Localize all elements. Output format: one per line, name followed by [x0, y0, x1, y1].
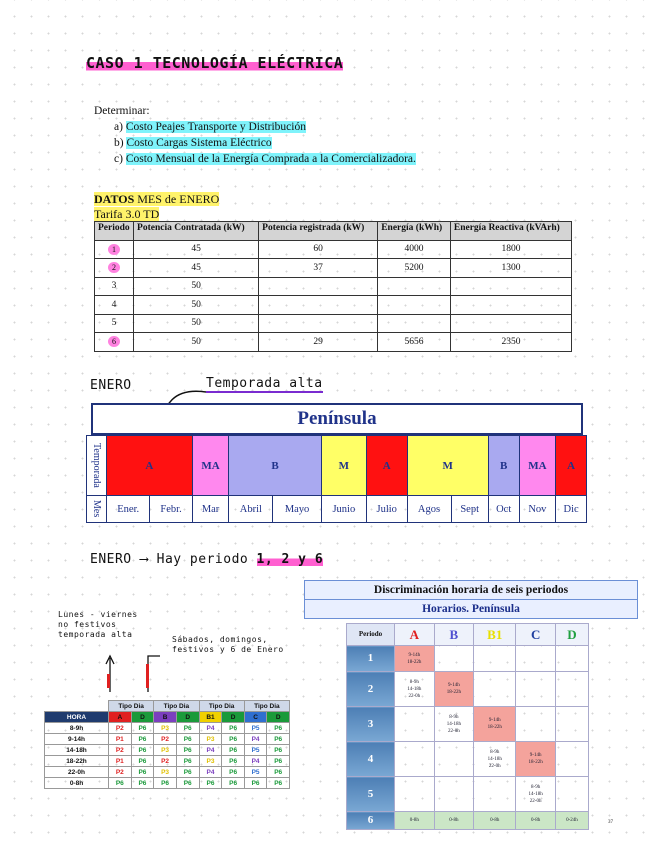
- tipo-dia-header: Tipo Dia: [154, 701, 199, 712]
- six-cell: [395, 742, 435, 777]
- six-subtitle: Horarios. Península: [422, 603, 520, 615]
- label-mes: Mes: [91, 500, 102, 518]
- hour-row: [45, 723, 290, 734]
- season-letter-cell: D: [131, 712, 154, 723]
- periodo-value: 4: [111, 299, 117, 310]
- period-cell: P3: [154, 767, 177, 778]
- six-cell: [434, 742, 474, 777]
- datos-cell-registrada: [259, 296, 378, 315]
- season-letter-cell: D: [222, 712, 244, 723]
- periodo-value: 5: [111, 318, 117, 329]
- note-enero: ENERO: [90, 378, 132, 393]
- season-letter-cell: D: [267, 712, 290, 723]
- month-cell: Mayo: [273, 496, 321, 523]
- month-row: [87, 496, 587, 523]
- six-cell: 8-9h 14-18h 22-0h: [434, 707, 474, 742]
- datos-cell-contratada: 50: [134, 296, 259, 315]
- red-line-mark: [107, 674, 110, 688]
- period-cell: P2: [154, 756, 177, 767]
- determinar-block: [94, 103, 416, 167]
- period-cell: P6: [244, 778, 267, 789]
- datos-cell-registrada: [259, 314, 378, 333]
- datos-cell-reactiva: [450, 296, 571, 315]
- hour-row: [45, 734, 290, 745]
- period-cell: P6: [131, 778, 154, 789]
- title-text: CASO 1 TECNOLOGÍA ELÉCTRICA: [86, 54, 344, 72]
- six-cell: 8-9h 14-18h 22-0h: [516, 777, 556, 812]
- season-cell: B: [229, 436, 321, 496]
- six-body: [347, 646, 589, 830]
- datos-heading: [94, 192, 219, 222]
- six-period-cell: 5: [347, 777, 395, 812]
- tipo-dia-header: Tipo Dia: [199, 701, 244, 712]
- datos-cell-reactiva: [450, 277, 571, 296]
- period-cell: P5: [244, 723, 267, 734]
- period-cell: P4: [199, 767, 222, 778]
- season-letter-cell: B: [154, 712, 177, 723]
- spacer-cell: [45, 701, 109, 712]
- season-letter-cell: D: [176, 712, 199, 723]
- periodo-cell: [95, 333, 134, 352]
- period-cell: P6: [176, 756, 199, 767]
- month-cell: Oct: [488, 496, 519, 523]
- arrow-right-icon: ⟶: [139, 552, 149, 567]
- period-cell: P6: [176, 745, 199, 756]
- datos-month: MES de ENERO: [134, 192, 220, 206]
- datos-cell-contratada: 50: [134, 314, 259, 333]
- datos-bold: DATOS: [94, 192, 135, 206]
- period-cell: P6: [222, 745, 244, 756]
- datos-col-header: Periodo: [95, 222, 134, 241]
- period-cell: P6: [222, 723, 244, 734]
- six-cell: 0-8h: [516, 812, 556, 830]
- hour-row: [45, 745, 290, 756]
- season-cell: MA: [519, 436, 556, 496]
- six-period-cell: 6: [347, 812, 395, 830]
- month-cell: Agos: [407, 496, 451, 523]
- season-cell: A: [107, 436, 193, 496]
- periodo-cell: [95, 314, 134, 333]
- periodo-cell: [95, 277, 134, 296]
- six-cell: [474, 672, 516, 707]
- season-cell: M: [321, 436, 366, 496]
- datos-col-header: Energía (kWh): [378, 222, 451, 241]
- determinar-item: [94, 135, 416, 151]
- datos-cell-registrada: [259, 277, 378, 296]
- period-cell: P6: [154, 778, 177, 789]
- tarifa-label: Tarifa 3.0 TD: [94, 207, 160, 221]
- period-cell: P6: [222, 767, 244, 778]
- datos-row: [95, 277, 572, 296]
- season-cell: B: [488, 436, 519, 496]
- item-letter: b): [114, 137, 124, 149]
- period-cell: P5: [244, 745, 267, 756]
- six-head-cell: A: [395, 624, 435, 646]
- datos-row: [95, 314, 572, 333]
- six-period-cell: 1: [347, 646, 395, 672]
- season-cell: A: [366, 436, 407, 496]
- item-text: Costo Cargas Sistema Eléctrico: [126, 137, 272, 149]
- six-cell: [516, 707, 556, 742]
- period-cell: P1: [109, 734, 132, 745]
- determinar-item: [94, 151, 416, 167]
- six-cell: 0-8h: [434, 812, 474, 830]
- period-cell: P4: [244, 734, 267, 745]
- season-letter-cell: B1: [199, 712, 222, 723]
- six-row: [347, 707, 589, 742]
- datos-cell-contratada: 50: [134, 333, 259, 352]
- six-cell: 9-14h 18-22h: [434, 672, 474, 707]
- datos-cell-energia: 4000: [378, 240, 451, 259]
- datos-table: [94, 221, 572, 352]
- row-label-mes: [87, 496, 107, 523]
- periods-body: [45, 723, 290, 789]
- period-cell: P6: [222, 734, 244, 745]
- determinar-list: [94, 119, 416, 167]
- season-letter-cell: C: [244, 712, 267, 723]
- note-periodos: [90, 552, 323, 567]
- note-periodos-highlight: 1, 2 y 6: [256, 552, 324, 567]
- determinar-label: Determinar:: [94, 105, 150, 117]
- period-cell: P6: [131, 723, 154, 734]
- period-cell: P2: [109, 745, 132, 756]
- datos-cell-energia: [378, 296, 451, 315]
- arrows-notes-icon: [100, 650, 160, 695]
- six-row: [347, 812, 589, 830]
- month-cell: Junio: [321, 496, 366, 523]
- period-cell: P4: [199, 723, 222, 734]
- period-cell: P6: [199, 778, 222, 789]
- period-cell: P6: [176, 723, 199, 734]
- peninsula-title: Península: [91, 403, 583, 435]
- note-periodos-prefix: ENERO: [90, 552, 132, 567]
- period-cell: P6: [267, 756, 290, 767]
- tipo-dia-header: Tipo Dia: [244, 701, 289, 712]
- datos-cell-energia: 5656: [378, 333, 451, 352]
- hour-cell: 14-18h: [45, 745, 109, 756]
- month-cell: Mar: [192, 496, 229, 523]
- season-cell: MA: [192, 436, 229, 496]
- item-letter: a): [114, 121, 123, 133]
- periodo-cell: [95, 296, 134, 315]
- six-head-cell: B: [434, 624, 474, 646]
- month-cell: Sept: [451, 496, 488, 523]
- datos-cell-reactiva: [450, 314, 571, 333]
- six-cell: [555, 777, 588, 812]
- period-cell: P1: [109, 756, 132, 767]
- periodo-value: 3: [111, 281, 117, 292]
- item-letter: c): [114, 153, 123, 165]
- period-cell: P6: [109, 778, 132, 789]
- six-cell: [555, 707, 588, 742]
- page-title: [86, 54, 343, 72]
- six-cell: 9-14h 18-22h: [395, 646, 435, 672]
- note-temporada: Temporada alta: [206, 376, 323, 391]
- season-letter-row: [45, 712, 290, 723]
- period-cell: P6: [267, 723, 290, 734]
- tipo-dia-row: [45, 701, 290, 712]
- datos-cell-reactiva: 2350: [450, 333, 571, 352]
- datos-header-row: [95, 222, 572, 241]
- hour-cell: 22-0h: [45, 767, 109, 778]
- hour-cell: 18-22h: [45, 756, 109, 767]
- six-head-cell: B1: [474, 624, 516, 646]
- label-temporada: Temporada: [91, 443, 102, 488]
- period-cell: P6: [131, 767, 154, 778]
- six-period-cell: 3: [347, 707, 395, 742]
- six-cell: 8-9h 14-18h 22-0h: [395, 672, 435, 707]
- datos-cell-contratada: 45: [134, 240, 259, 259]
- datos-body: [95, 240, 572, 351]
- hour-row: [45, 756, 290, 767]
- datos-cell-energia: 5200: [378, 259, 451, 278]
- periodo-value: 1: [108, 244, 120, 255]
- datos-row: [95, 240, 572, 259]
- six-period-box: [304, 580, 638, 619]
- six-row: [347, 672, 589, 707]
- datos-col-header: Energía Reactiva (kVArh): [450, 222, 571, 241]
- six-head-cell: D: [555, 624, 588, 646]
- month-cell: Abril: [229, 496, 273, 523]
- period-cell: P6: [176, 778, 199, 789]
- datos-col-header: Potencia registrada (kW): [259, 222, 378, 241]
- season-row: [87, 436, 587, 496]
- six-cell: [434, 646, 474, 672]
- datos-cell-energia: [378, 314, 451, 333]
- datos-cell-registrada: 60: [259, 240, 378, 259]
- month-cell: Nov: [519, 496, 556, 523]
- datos-row: [95, 333, 572, 352]
- determinar-item: [94, 119, 416, 135]
- datos-col-header: Potencia Contratada (kW): [134, 222, 259, 241]
- tipo-dia-header: Tipo Dia: [109, 701, 154, 712]
- period-cell: P2: [109, 723, 132, 734]
- six-title: Discriminación horaria de seis periodos: [305, 581, 637, 600]
- period-cell: P6: [267, 778, 290, 789]
- six-cell: [555, 742, 588, 777]
- periodo-value: 2: [108, 262, 120, 273]
- period-cell: P6: [176, 767, 199, 778]
- six-cell: [395, 777, 435, 812]
- periodo-value: 6: [108, 336, 120, 347]
- item-text: Costo Mensual de la Energía Comprada a la Comercializadora.: [125, 153, 416, 165]
- six-row: [347, 742, 589, 777]
- six-cell: [395, 707, 435, 742]
- period-cell: P4: [199, 745, 222, 756]
- period-cell: P6: [222, 778, 244, 789]
- hour-row: [45, 767, 290, 778]
- period-cell: P3: [154, 723, 177, 734]
- period-cell: P2: [109, 767, 132, 778]
- six-cell: 9-14h 18-22h: [474, 707, 516, 742]
- datos-cell-reactiva: 1300: [450, 259, 571, 278]
- note-sabados: Sábados, domingos, festivos y 6 de Enero: [172, 635, 284, 654]
- peninsula-calendar: [86, 435, 587, 523]
- six-cell: 0-24h: [555, 812, 588, 830]
- six-cell: [474, 777, 516, 812]
- six-cell: [474, 646, 516, 672]
- six-row: [347, 777, 589, 812]
- period-cell: P3: [199, 734, 222, 745]
- six-period-cell: 2: [347, 672, 395, 707]
- item-text: Costo Peajes Transporte y Distribución: [125, 121, 306, 133]
- period-cell: P6: [222, 756, 244, 767]
- datos-row: [95, 259, 572, 278]
- season-cell: M: [407, 436, 488, 496]
- periodo-cell: [95, 240, 134, 259]
- six-head-cell: C: [516, 624, 556, 646]
- six-cell: 0-8h: [474, 812, 516, 830]
- period-cell: P6: [131, 745, 154, 756]
- six-cell: 9-14h 18-22h: [516, 742, 556, 777]
- period-cell: P3: [154, 745, 177, 756]
- month-cell: Ener.: [107, 496, 150, 523]
- six-cell: [516, 646, 556, 672]
- period-cell: P6: [267, 767, 290, 778]
- six-cell: [555, 646, 588, 672]
- red-line-mark-2: [146, 664, 149, 688]
- datos-cell-energia: [378, 277, 451, 296]
- note-lunes: Lunes - viernes no festivos temporada alta: [58, 610, 138, 639]
- six-period-table: [346, 623, 589, 830]
- season-cell: A: [556, 436, 587, 496]
- periods-by-hour-table: [44, 700, 290, 789]
- period-cell: P6: [267, 745, 290, 756]
- six-cell: 0-8h: [395, 812, 435, 830]
- period-cell: P4: [244, 756, 267, 767]
- datos-cell-contratada: 50: [134, 277, 259, 296]
- datos-row: [95, 296, 572, 315]
- row-label-temporada: [87, 436, 107, 496]
- hora-header: HORA: [45, 712, 109, 723]
- datos-cell-reactiva: 1800: [450, 240, 571, 259]
- month-cell: Julio: [366, 496, 407, 523]
- six-cell: [555, 672, 588, 707]
- hour-cell: 9-14h: [45, 734, 109, 745]
- datos-cell-contratada: 45: [134, 259, 259, 278]
- six-period-cell: 4: [347, 742, 395, 777]
- hour-cell: 0-8h: [45, 778, 109, 789]
- period-cell: P3: [199, 756, 222, 767]
- hour-cell: 8-9h: [45, 723, 109, 734]
- page-number: 37: [608, 820, 613, 825]
- six-cell: [434, 777, 474, 812]
- six-header-row: [347, 624, 589, 646]
- period-cell: P5: [244, 767, 267, 778]
- period-cell: P6: [267, 734, 290, 745]
- datos-cell-registrada: 29: [259, 333, 378, 352]
- season-letter-cell: A: [109, 712, 132, 723]
- month-cell: Febr.: [150, 496, 192, 523]
- month-cell: Dic: [556, 496, 587, 523]
- six-cell: 8-9h 14-18h 22-0h: [474, 742, 516, 777]
- six-row: [347, 646, 589, 672]
- period-cell: P6: [176, 734, 199, 745]
- hour-row: [45, 778, 290, 789]
- six-head-cell: Periodo: [347, 624, 395, 646]
- period-cell: P2: [154, 734, 177, 745]
- periodo-cell: [95, 259, 134, 278]
- datos-cell-registrada: 37: [259, 259, 378, 278]
- note-periodos-text: Hay periodo: [156, 552, 257, 567]
- period-cell: P6: [131, 756, 154, 767]
- period-cell: P6: [131, 734, 154, 745]
- six-cell: [516, 672, 556, 707]
